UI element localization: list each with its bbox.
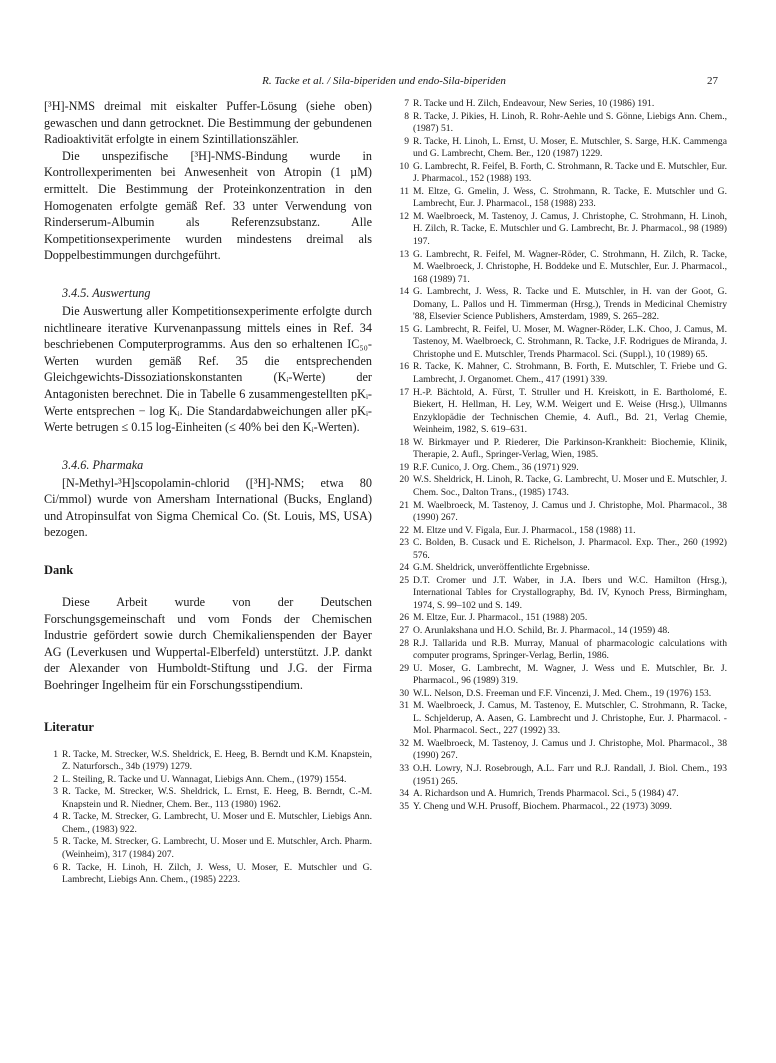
reference-number: 9 — [404, 135, 409, 147]
reference-number: 26 — [399, 612, 409, 624]
reference-text: R.J. Tallarida und R.B. Murray, Manual of pharmacologic calculations with computer programs, Springer-Verlag, Berlin, 1986. — [413, 637, 727, 662]
reference-number: 13 — [399, 248, 409, 260]
reference-number: 16 — [399, 361, 409, 373]
reference-text: M. Waelbroeck, M. Tastenoy, J. Camus und J. Christophe, Mol. Pharmacol., 38 (1990) 267. — [413, 737, 727, 762]
reference-item — [395, 500, 727, 525]
reference-number: 12 — [399, 210, 409, 222]
reference-number: 7 — [404, 98, 409, 109]
reference-text: M. Eltze, Eur. J. Pharmacol., 151 (1988) 205. — [413, 612, 588, 624]
reference-list-left — [44, 749, 372, 887]
reference-number: 34 — [399, 788, 409, 800]
reference-text: M. Eltze, G. Gmelin, J. Wess, C. Strohmann, R. Tacke, E. Mutschler und G. Lambrecht, Eur. J. Pharmacol., 158 (1988) 233. — [413, 185, 727, 210]
reference-number: 18 — [399, 436, 409, 448]
reference-text: R.F. Cunico, J. Org. Chem., 36 (1971) 929. — [413, 461, 579, 473]
reference-item — [44, 749, 372, 774]
reference-number: 2 — [53, 773, 58, 785]
paragraph-auswertung: Die Auswertung aller Kompetitionsexperimente erfolgte durch nichtlineare iterative Kurvenanpassung mittels eines in Ref. 34 beschriebenen Computerprogramms. Aus den so erhaltenen IC₅₀-Werten wurden gemäß Ref. 35 die entsprechenden Gleichgewichts-Dissoziationskonstanten (Kᵢ-Werte) der Antagonisten berechnet. Die in Tabelle 6 zusammengestellten pKᵢ-Werte entsprechen − log Kᵢ. Die Standardabweichungen aller pKᵢ-Werte betrugen ≤ 0.15 log-Einheiten (≤ 40% bei den Kᵢ-Werten). — [44, 303, 372, 435]
reference-item — [395, 638, 727, 663]
paragraph-nms-wash: [³H]-NMS dreimal mit eiskalter Puffer-Lösung (siehe oben) gewaschen und dann getrocknet. Die Bestimmung der gebundenen Radioaktivität erfolgte in einem Szintillationszähler. — [44, 99, 372, 147]
reference-item — [395, 136, 727, 161]
reference-number: 32 — [399, 737, 409, 749]
reference-number: 33 — [399, 762, 409, 774]
reference-number: 6 — [53, 861, 58, 873]
reference-item — [395, 663, 727, 688]
reference-number: 24 — [399, 562, 409, 574]
reference-item — [395, 324, 727, 362]
reference-text: G. Lambrecht, R. Feifel, M. Wagner-Röder, C. Strohmann, H. Zilch, R. Tacke, M. Waelbroeck, J. Christophe, H. Boddeke und E. Mutschler, Eur. J. Pharmacol., 168 (1989) 71. — [413, 248, 727, 285]
page-number: 27 — [707, 75, 718, 87]
reference-list-right — [395, 98, 727, 813]
reference-number: 4 — [53, 811, 58, 823]
reference-number: 1 — [53, 748, 58, 760]
reference-number: 3 — [53, 786, 58, 798]
reference-item — [395, 575, 727, 613]
reference-text: M. Eltze und V. Figala, Eur. J. Pharmacol., 158 (1988) 11. — [413, 524, 636, 536]
reference-text: W. Birkmayer und P. Riederer, Die Parkinson-Krankheit: Biochemie, Klinik, Therapie, 2. Aufl., Springer-Verlag, Wien, 1985. — [413, 436, 727, 461]
reference-item — [44, 811, 372, 836]
reference-item — [44, 774, 372, 787]
reference-item — [395, 763, 727, 788]
reference-text: R. Tacke, M. Strecker, G. Lambrecht, U. Moser und E. Mutschler, Arch. Pharm. (Weinheim), 317 (1984) 207. — [62, 836, 372, 860]
reference-item — [395, 612, 727, 625]
reference-number: 22 — [399, 524, 409, 536]
reference-item — [44, 786, 372, 811]
reference-item — [395, 700, 727, 738]
reference-text: G. Lambrecht, R. Feifel, B. Forth, C. Strohmann, R. Tacke und E. Mutschler, Eur. J. Pharmacol., 152 (1988) 193. — [413, 160, 727, 185]
reference-item — [395, 186, 727, 211]
reference-item — [395, 462, 727, 475]
reference-number: 31 — [399, 700, 409, 712]
reference-number: 35 — [399, 800, 409, 812]
reference-text: A. Richardson und A. Humrich, Trends Pharmacol. Sci., 5 (1984) 47. — [413, 788, 679, 800]
reference-item — [395, 474, 727, 499]
reference-number: 30 — [399, 687, 409, 699]
reference-text: R. Tacke, K. Mahner, C. Strohmann, B. Forth, E. Mutschler, T. Friebe und G. Lambrecht, J. Organomet. Chem., 417 (1991) 339. — [413, 361, 727, 386]
reference-item — [395, 738, 727, 763]
reference-text: G. Lambrecht, R. Feifel, U. Moser, M. Wagner-Röder, L.K. Choo, J. Camus, M. Tastenoy, M. Waelbroeck, C. Strohmann, R. Tacke, J.F. Rodrigues de Miranda, J. Christophe und E. Mutschler, Trends Pharmacol. Sci. (Suppl.), 10 (1989) 65. — [413, 323, 727, 360]
reference-text: U. Moser, G. Lambrecht, M. Wagner, J. Wess und E. Mutschler, Br. J. Pharmacol., 96 (1989) 319. — [413, 662, 727, 687]
reference-item — [395, 387, 727, 437]
reference-number: 23 — [399, 537, 409, 549]
section-heading-literatur: Literatur — [44, 719, 94, 734]
reference-number: 29 — [399, 662, 409, 674]
reference-item — [395, 111, 727, 136]
reference-item — [395, 161, 727, 186]
reference-number: 11 — [399, 185, 409, 197]
reference-text: R. Tacke, H. Linoh, H. Zilch, J. Wess, U. Moser, E. Mutschler und G. Lambrecht, Liebigs Ann. Chem., (1985) 2223. — [62, 861, 372, 886]
reference-item — [395, 788, 727, 801]
reference-text: G.M. Sheldrick, unveröffentlichte Ergebnisse. — [413, 562, 590, 574]
reference-text: R. Tacke, M. Strecker, W.S. Sheldrick, E. Heeg, B. Berndt und K.M. Knapstein, Z. Naturforsch., 34b (1979) 1279. — [62, 748, 372, 773]
reference-item — [44, 836, 372, 861]
reference-number: 17 — [399, 386, 409, 398]
reference-text: H.-P. Bächtold, A. Fürst, T. Struller und H. Kreiskott, in E. Bartholomé, E. Biekert, H. Hellman, H. Ley, W.M. Weigert und E. Weise (Hrsg.), Ullmanns Enzyklopädie der Technischen Chemie, 4. Aufl., Bd. 21, Verlag Chemie, Weinheim, 1982, S. 619–631. — [413, 386, 727, 436]
reference-text: M. Waelbroeck, M. Tastenoy, J. Camus, J. Christophe, C. Strohmann, H. Linoh, H. Zilch, R. Tacke, E. Mutschler und G. Lambrecht, Br. J. Pharmacol., 98 (1989) 197. — [413, 210, 727, 248]
reference-text: O.H. Lowry, N.J. Rosebrough, A.L. Farr und R.J. Randall, J. Biol. Chem., 193 (1951) 265. — [413, 762, 727, 787]
reference-number: 25 — [399, 574, 409, 586]
reference-number: 28 — [399, 637, 409, 649]
subsection-heading-pharmaka: 3.4.6. Pharmaka — [62, 457, 144, 472]
right-column — [395, 98, 727, 813]
reference-item — [395, 361, 727, 386]
reference-item — [395, 286, 727, 324]
section-heading-dank: Dank — [44, 563, 74, 578]
reference-text: W.L. Nelson, D.S. Freeman und F.F. Vincenzi, J. Med. Chem., 19 (1976) 153. — [413, 687, 712, 699]
reference-text: R. Tacke und H. Zilch, Endeavour, New Series, 10 (1986) 191. — [413, 98, 655, 109]
reference-item — [44, 862, 372, 887]
reference-number: 8 — [404, 110, 409, 122]
reference-text: R. Tacke, M. Strecker, G. Lambrecht, U. Moser und E. Mutschler, Liebigs Ann. Chem., (1983) 922. — [62, 811, 372, 835]
paragraph-unspecific-binding: Die unspezifische [³H]-NMS-Bindung wurde in Kontrollexperimenten bei Anwesenheit von Atropin (1 µM) ermittelt. Die Bestimmung der Proteinkonzentration in den Homogenaten erfolgte gemäß Ref. 33 unter Verwendung von Rinderserum-Albumin als Referenzsubstanz. Alle Kompetitionsexperimente wurden mindestens dreimal als Doppelbestimmungen durchgeführt. — [44, 148, 372, 263]
left-column — [44, 98, 372, 887]
reference-text: G. Lambrecht, J. Wess, R. Tacke und E. Mutschler, in H. van der Goot, G. Domany, L. Pallos und H. Timmerman (Hrsg.), Trends in Medicinal Chemistry '88, Elsevier Science Publishers, Amsterdam, 1989, S. 265–282. — [413, 286, 727, 323]
running-header — [50, 75, 718, 91]
reference-text: R. Tacke, M. Strecker, W.S. Sheldrick, L. Ernst, E. Heeg, B. Berndt, C.-M. Knapstein und R. Niedner, Chem. Ber., 113 (1980) 1962. — [62, 786, 372, 810]
reference-item — [395, 562, 727, 575]
reference-item — [395, 801, 727, 814]
reference-text: C. Bolden, B. Cusack und E. Richelson, J. Pharmacol. Exp. Ther., 260 (1992) 576. — [413, 537, 727, 561]
reference-text: R. Tacke, J. Pikies, H. Linoh, R. Rohr-Aehle und S. Gönne, Liebigs Ann. Chem., (1987) 51. — [413, 110, 727, 135]
reference-number: 15 — [399, 323, 409, 335]
reference-number: 20 — [399, 474, 409, 486]
paragraph-dank: Diese Arbeit wurde von der Deutschen Forschungsgemeinschaft und vom Fonds der Chemischen Industrie gefördert sowie durch Chemikalienspenden der Bayer AG (Leverkusen und Wuppertal-Elberfeld) unterstützt. J.P. dankt der Alexander von Humboldt-Stiftung und J.G. der Firma Boehringer Ingelheim für ein Forschungsstipendium. — [44, 595, 372, 693]
reference-item — [395, 525, 727, 538]
reference-text: M. Waelbroeck, M. Tastenoy, J. Camus und J. Christophe, Mol. Pharmacol., 38 (1990) 267. — [413, 499, 727, 524]
reference-item — [395, 688, 727, 701]
reference-number: 21 — [399, 499, 409, 511]
reference-text: R. Tacke, H. Linoh, L. Ernst, U. Moser, E. Mutschler, S. Sarge, H.K. Cammenga und G. Lambrecht, Chem. Ber., 120 (1987) 1229. — [413, 135, 727, 160]
reference-number: 14 — [399, 286, 409, 298]
reference-text: D.T. Cromer und J.T. Waber, in J.A. Ibers und W.C. Hamilton (Hrsg.), International Tables for Crystallography, Bd. IV, Kynoch Press, Birmingham, 1974, S. 99–102 und S. 149. — [413, 574, 727, 611]
subsection-heading-auswertung: 3.4.5. Auswertung — [62, 285, 151, 300]
reference-item — [395, 437, 727, 462]
reference-number: 5 — [53, 836, 58, 848]
reference-text: L. Steiling, R. Tacke und U. Wannagat, Liebigs Ann. Chem., (1979) 1554. — [62, 773, 347, 785]
reference-item — [395, 625, 727, 638]
paragraph-pharmaka: [N-Methyl-³H]scopolamin-chlorid ([³H]-NMS; etwa 80 Ci/mmol) wurde von Amersham International (Bucks, England) und Atropinsulfat von Sigma Chemical Co. (St. Louis, MS, USA) bezogen. — [44, 475, 372, 540]
reference-item — [395, 537, 727, 562]
reference-item — [395, 211, 727, 249]
reference-text: M. Waelbroeck, J. Camus, M. Tastenoy, E. Mutschler, C. Strohmann, R. Tacke, L. Schjelderup, A. Aasen, G. Lambrecht und J. Christophe, Eur. J. Pharmacol. - Mol. Pharmacol. Sect., 227 (1992) 33. — [413, 700, 727, 737]
reference-text: O. Arunlakshana und H.O. Schild, Br. J. Pharmacol., 14 (1959) 48. — [413, 624, 670, 636]
reference-text: W.S. Sheldrick, H. Linoh, R. Tacke, G. Lambrecht, U. Moser und E. Mutschler, J. Chem. Soc., Dalton Trans., (1985) 1743. — [413, 474, 727, 498]
reference-number: 19 — [399, 461, 409, 473]
running-title: R. Tacke et al. / Sila-biperiden und endo-Sila-biperiden — [262, 75, 506, 87]
reference-text: Y. Cheng und W.H. Prusoff, Biochem. Pharmacol., 22 (1973) 3099. — [413, 800, 672, 812]
reference-number: 27 — [399, 624, 409, 636]
reference-number: 10 — [399, 160, 409, 172]
reference-item — [395, 98, 727, 111]
reference-item — [395, 249, 727, 287]
